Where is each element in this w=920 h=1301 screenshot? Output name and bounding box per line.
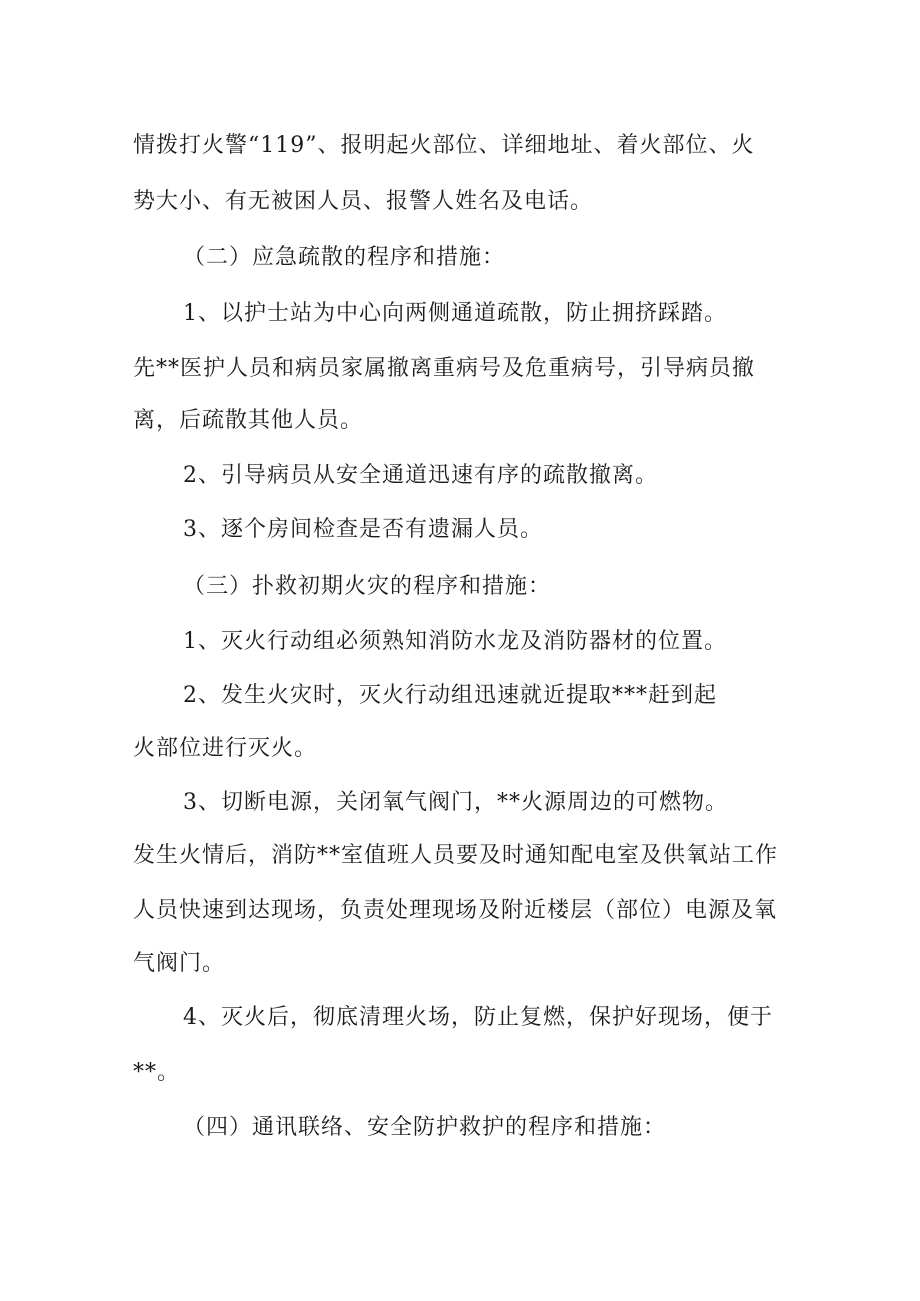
- text-line: 离，后疏散其他人员。: [133, 408, 364, 433]
- text-line: 4、灭火后，彻底清理火场，防止复燃，保护好现场，便于: [183, 1005, 773, 1030]
- text-line: 3、逐个房间检查是否有遗漏人员。: [183, 517, 543, 542]
- text-line: 2、引导病员从安全通道迅速有序的疏散撤离。: [183, 463, 658, 488]
- section-heading: （三）扑救初期火灾的程序和措施：: [183, 574, 552, 599]
- text-line: 情拨打火警“119”、报明起火部位、详细地址、着火部位、火: [133, 133, 755, 158]
- text-line: 1、以护士站为中心向两侧通道疏散，防止拥挤踩踏。: [183, 301, 727, 326]
- text-line: 势大小、有无被困人员、报警人姓名及电话。: [133, 189, 594, 214]
- text-line: 1、灭火行动组必须熟知消防水龙及消防器材的位置。: [183, 629, 727, 654]
- text-line: 发生火情后，消防**室值班人员要及时通知配电室及供氧站工作: [133, 843, 779, 868]
- text-line: 火部位进行灭火。: [133, 736, 318, 761]
- text-line: 3、切断电源，关闭氧气阀门，**火源周边的可燃物。: [183, 790, 728, 815]
- text-line: 先**医护人员和病员家属撤离重病号及危重病号，引导病员撤: [133, 356, 756, 381]
- text-line: 气阀门。: [133, 951, 226, 976]
- section-heading: （四）通讯联络、安全防护救护的程序和措施：: [183, 1115, 667, 1140]
- text-line: 2、发生火灾时，灭火行动组迅速就近提取***赶到起: [183, 683, 717, 708]
- text-line: 人员快速到达现场，负责处理现场及附近楼层（部位）电源及氧: [133, 898, 778, 923]
- section-heading: （二）应急疏散的程序和措施：: [183, 245, 506, 270]
- text-line: **。: [133, 1060, 181, 1085]
